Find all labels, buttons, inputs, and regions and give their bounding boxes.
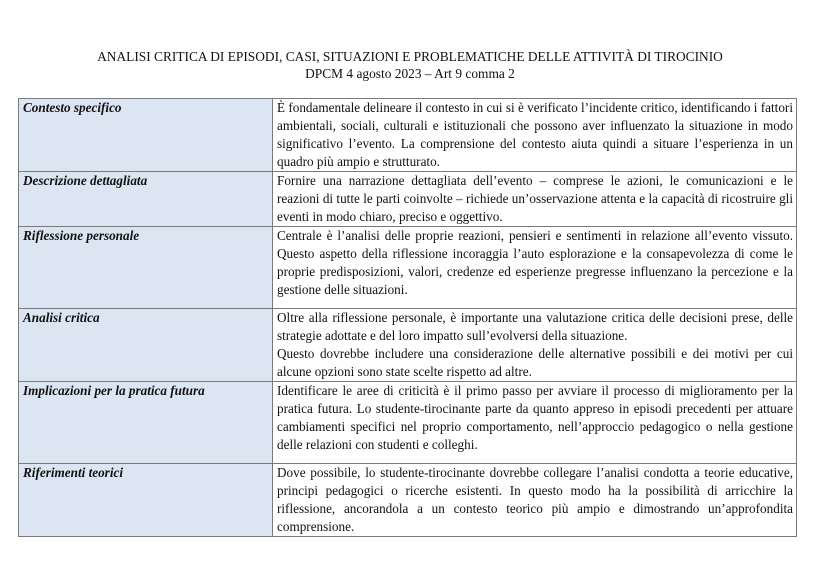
row-label: Riferimenti teorici bbox=[19, 464, 273, 537]
analysis-table bbox=[18, 98, 797, 537]
row-label: Analisi critica bbox=[19, 309, 273, 382]
row-paragraph: È fondamentale delineare il contesto in cui si è verificato l’incidente critico, identificando i fattori ambientali, sociali, culturali e istituzionali che possono aver influenzato la situazione in modo significativo l’evento. La comprensione del contesto aiuta quindi a situare l’esperienza in un quadro più ampio e strutturato. bbox=[277, 100, 793, 169]
row-label: Descrizione dettagliata bbox=[19, 172, 273, 227]
table-row bbox=[19, 309, 797, 382]
row-paragraph: Fornire una narrazione dettagliata dell’evento – comprese le azioni, le comunicazioni e le reazioni di tutte le parti coinvolte – richiede un’osservazione attenta e la capacità di ricostruire gli eventi in modo chiaro, preciso e oggettivo. bbox=[277, 173, 793, 224]
document-header bbox=[0, 48, 820, 82]
table-row bbox=[19, 172, 797, 227]
row-description bbox=[273, 382, 797, 464]
row-paragraph: Dove possibile, lo studente-tirocinante dovrebbe collegare l’analisi condotta a teorie educative, principi pedagogici o ricerche esistenti. In questo modo ha la possibilità di arricchire la riflessione, ancorandola a un contesto teorico più ampio e dimostrando un’approfondita comprensione. bbox=[277, 465, 793, 534]
row-description bbox=[273, 172, 797, 227]
document-subtitle: DPCM 4 agosto 2023 – Art 9 comma 2 bbox=[305, 66, 515, 81]
row-description bbox=[273, 227, 797, 309]
row-paragraph: Centrale è l’analisi delle proprie reazioni, pensieri e sentimenti in relazione all’evento vissuto. Questo aspetto della riflessione incoraggia l’auto esplorazione e la consapevolezza di come le proprie predisposizioni, valori, credenze ed esperienze pregresse influenzano la percezione e la gestione delle situazioni. bbox=[277, 228, 793, 297]
table-row bbox=[19, 464, 797, 537]
row-label: Implicazioni per la pratica futura bbox=[19, 382, 273, 464]
row-label: Contesto specifico bbox=[19, 99, 273, 172]
table-row bbox=[19, 227, 797, 309]
row-paragraph: Oltre alla riflessione personale, è importante una valutazione critica delle decisioni prese, delle strategie adottate e del loro impatto sull’evolversi della situazione. bbox=[277, 310, 793, 343]
row-description bbox=[273, 99, 797, 172]
table-row bbox=[19, 99, 797, 172]
document-title: ANALISI CRITICA DI EPISODI, CASI, SITUAZIONI E PROBLEMATICHE DELLE ATTIVITÀ DI TIROCINIO bbox=[97, 49, 723, 64]
row-description bbox=[273, 464, 797, 537]
row-label: Riflessione personale bbox=[19, 227, 273, 309]
row-paragraph: Questo dovrebbe includere una considerazione delle alternative possibili e dei motivi per cui alcune opzioni sono state scelte rispetto ad altre. bbox=[277, 346, 793, 379]
row-paragraph: Identificare le aree di criticità è il primo passo per avviare il processo di miglioramento per la pratica futura. Lo studente-tirocinante parte da quanto appreso in episodi precedenti per attuare cambiamenti specifici nel proprio comportamento, nell’approccio pedagogico o nella gestione delle relazioni con studenti e colleghi. bbox=[277, 383, 793, 452]
table-row bbox=[19, 382, 797, 464]
row-description bbox=[273, 309, 797, 382]
